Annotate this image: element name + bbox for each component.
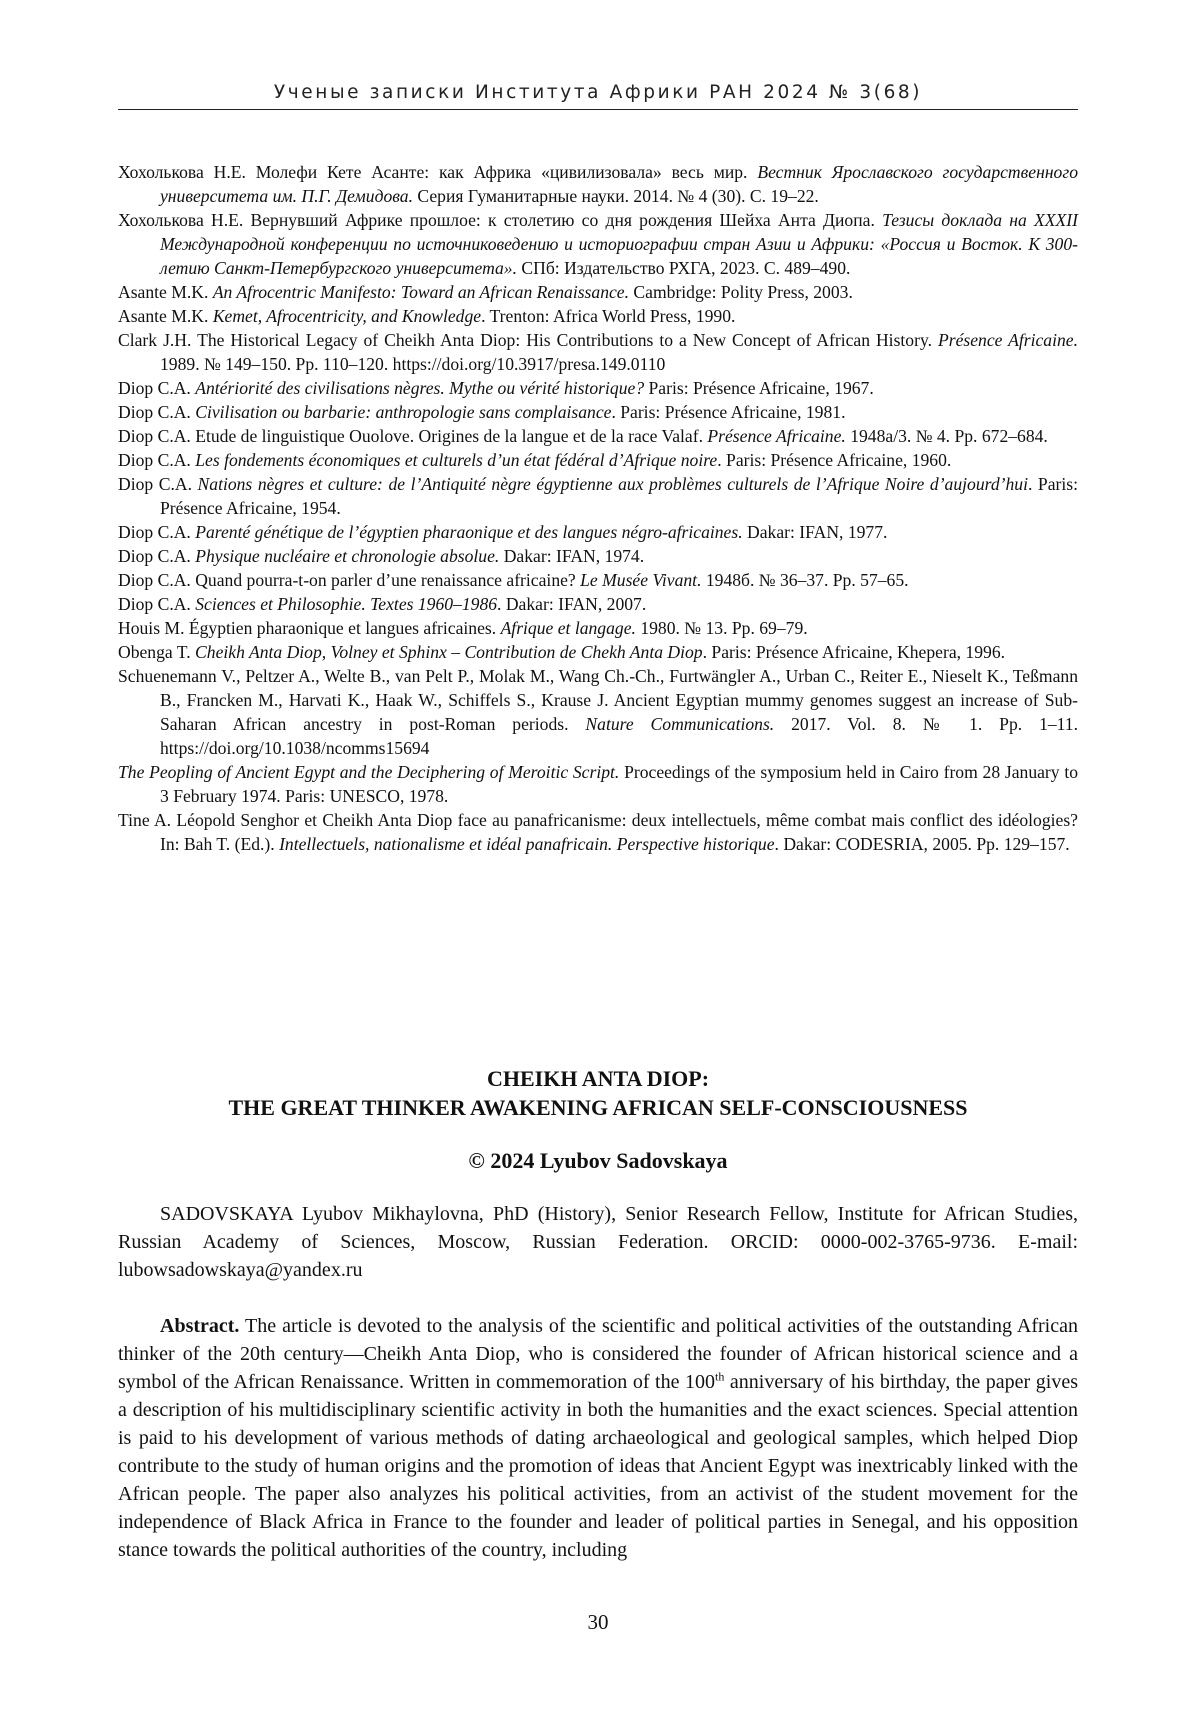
reference-segment: . Paris: Présence Africaine, Khepera, 1996. (702, 642, 1006, 662)
reference-italic-segment: Parenté génétique de l’égyptien pharaonique et des langues négro-africaines. (195, 522, 743, 542)
reference-italic-segment: Physique nucléaire et chronologie absolue. (195, 546, 500, 566)
reference-segment: Proceedings of the symposium held in Cairo from 28 January to 3 February 1974. Paris: UNESCO, 1978. (160, 762, 1079, 806)
reference-italic-segment: Sciences et Philosophie. Textes 1960–1986 (195, 594, 498, 614)
reference-item (118, 760, 1078, 808)
reference-segment: Asante M.K. (118, 282, 213, 302)
page-number: 30 (587, 1610, 609, 1634)
reference-segment: 2017. Vol. 8. № 1. Pp. 1–11. https://doi.org/10.1038/ncomms15694 (160, 714, 1079, 758)
reference-segment: . Dakar: IFAN, 2007. (497, 594, 647, 614)
author-info: SADOVSKAYA Lyubov Mikhaylovna, PhD (History), Senior Research Fellow, Institute for African Studies, Russian Academy of Sciences, Moscow, Russian Federation. ORCID: 0000-002-3765-9736. E-mail: lubowsadowskaya@yandex.ru (118, 1203, 1078, 1281)
reference-segment: Obenga T. (118, 642, 196, 662)
reference-segment: 1980. № 13. Pp. 69–79. (635, 618, 808, 638)
reference-item (118, 160, 1078, 208)
reference-item (118, 520, 1078, 544)
reference-item (118, 400, 1078, 424)
reference-segment: Houis M. Égyptien pharaonique et langues africaines. (118, 618, 501, 638)
reference-segment: Cambridge: Polity Press, 2003. (629, 282, 853, 302)
abstract-ordinal-suffix: th (715, 1369, 725, 1384)
reference-item (118, 616, 1078, 640)
reference-italic-segment: Cheikh Anta Diop, Volney et Sphinx – Contribution de Chekh Anta Diop (195, 642, 703, 662)
article-title-line-2: THE GREAT THINKER AWAKENING AFRICAN SELF-CONSCIOUSNESS (228, 1095, 968, 1120)
reference-italic-segment: An Afrocentric Manifesto: Toward an African Renaissance. (212, 282, 630, 302)
reference-segment: . Trenton: Africa World Press, 1990. (481, 306, 736, 326)
reference-segment: Paris: Présence Africaine, 1967. (644, 378, 874, 398)
reference-segment: Хохолькова Н.Е. Молефи Кете Асанте: как Африка «цивилизовала» весь мир. (118, 162, 758, 182)
reference-segment: 1948б. № 36–37. Pp. 57–65. (701, 570, 909, 590)
abstract-text-2: anniversary of his birthday, the paper gives a description of his multidisciplinary scientific activity in both the humanities and the exact sciences. Special attention is paid to his development of various methods of dating archaeological and geological samples, which helped Diop contribute to the study of human origins and the promotion of ideas that Ancient Egypt was inextricably linked with the African people. The paper also analyzes his political activities, from an activist of the student movement for the independence of Black Africa in France to the founder and leader of political parties in Senegal, and his opposition stance towards the political authorities of the country, including (118, 1371, 1078, 1561)
reference-italic-segment: Antériorité des civilisations nègres. Mythe ou vérité historique? (195, 378, 645, 398)
reference-segment: 1948a/3. № 4. Pp. 672–684. (845, 426, 1048, 446)
reference-segment: Asante M.K. (118, 306, 213, 326)
reference-item (118, 376, 1078, 400)
reference-segment: Серия Гуманитарные науки. 2014. № 4 (30). С. 19–22. (413, 186, 819, 206)
reference-segment: Diop C.A. (118, 546, 196, 566)
reference-item (118, 664, 1078, 760)
reference-italic-segment: Nations nègres et culture: de l’Antiquité nègre égyptienne aux problèmes culturels de l’Afrique Noire d’aujourd’hui (197, 474, 1028, 494)
reference-italic-segment: The Peopling of Ancient Egypt and the Deciphering of Meroitic Script. (118, 762, 620, 782)
reference-item (118, 592, 1078, 616)
reference-segment: СПб: Издательство РХГА, 2023. С. 489–490. (517, 258, 851, 278)
reference-segment: Diop C.A. (118, 474, 198, 494)
reference-italic-segment: Intellectuels, nationalisme et idéal panafricain. Perspective historique (279, 834, 775, 854)
reference-item (118, 544, 1078, 568)
reference-segment: . Paris: Présence Africaine, 1960. (717, 450, 952, 470)
reference-italic-segment: Les fondements économiques et culturels d’un état fédéral d’Afrique noire (195, 450, 718, 470)
reference-segment: 1989. № 149–150. Pp. 110–120. https://doi.org/10.3917/presa.149.0110 (160, 354, 666, 374)
reference-segment: Tine A. Léopold Senghor et Cheikh Anta Diop face au panafricanisme: deux intellectuels, même combat mais conflict des idéologies? In: Bah T. (Ed.). (118, 810, 1078, 854)
reference-segment: . Paris: Présence Africaine, 1981. (611, 402, 846, 422)
reference-segment: Diop C.A. Etude de linguistique Ouolove. Origines de la langue et de la race Valaf. (118, 426, 708, 446)
abstract-text-1: The article is devoted to the analysis of the scientific and political activities of the outstanding African thinker of the 20th century—Cheikh Anta Diop, who is considered the founder of African historical science and a symbol of the African Renaissance. Written in commemoration of the 100 (118, 1315, 1078, 1393)
reference-italic-segment: Civilisation ou barbarie: anthropologie sans complaisance (195, 402, 612, 422)
reference-segment: Schuenemann V., Peltzer A., Welte B., van Pelt P., Molak M., Wang Ch.-Ch., Furtwängler A., Urban C., Reiter E., Nieselt K., Teßmann B., Francken M., Harvati K., Haak W., Schiffels S., Krause J. Ancient Egyptian mummy genomes suggest an increase of Sub-Saharan African ancestry in post-Roman periods. (118, 666, 1078, 734)
reference-segment: Dakar: IFAN, 1974. (499, 546, 645, 566)
abstract (118, 1312, 1078, 1564)
reference-segment: . Paris: Présence Africaine, 1954. (160, 474, 1078, 518)
reference-segment: Diop C.A. (118, 594, 196, 614)
reference-item (118, 208, 1078, 280)
reference-item (118, 328, 1078, 376)
reference-item (118, 448, 1078, 472)
reference-segment: Хохолькова Н.Е. Вернувший Африке прошлое: к столетию со дня рождения Шейха Анта Диопа. (118, 210, 883, 230)
reference-item (118, 568, 1078, 592)
reference-segment: Clark J.H. The Historical Legacy of Cheikh Anta Diop: His Contributions to a New Concept of African History. (118, 330, 938, 350)
reference-item (118, 424, 1078, 448)
reference-segment: . Dakar: CODESRIA, 2005. Pp. 129–157. (774, 834, 1070, 854)
reference-item (118, 280, 1078, 304)
reference-italic-segment: Nature Communications. (585, 714, 775, 734)
reference-italic-segment: Présence Africaine. (707, 426, 846, 446)
article-title (118, 1064, 1078, 1122)
reference-item (118, 808, 1078, 856)
reference-italic-segment: Kemet, Afrocentricity, and Knowledge (212, 306, 482, 326)
header-rule (118, 109, 1078, 110)
reference-italic-segment: Тезисы доклада на XXXII Международной конференции по источниковедению и историографии стран Азии и Африки: «Россия и Восток. К 300-летию Санкт-Петербургского университета». (160, 210, 1078, 278)
reference-segment: Diop C.A. (118, 402, 196, 422)
reference-list (118, 160, 1078, 856)
reference-italic-segment: Вестник Ярославского государственного университета им. П.Г. Демидова. (160, 162, 1078, 206)
reference-item (118, 640, 1078, 664)
reference-italic-segment: Afrique et langage. (500, 618, 636, 638)
reference-italic-segment: Le Musée Vivant. (580, 570, 702, 590)
reference-segment: Diop C.A. (118, 378, 196, 398)
reference-italic-segment: Présence Africaine. (938, 330, 1078, 350)
reference-item (118, 472, 1078, 520)
copyright-line: © 2024 Lyubov Sadovskaya (468, 1148, 728, 1173)
running-header: Ученые записки Института Африки РАН 2024 № 3(68) (273, 82, 923, 103)
article-title-line-1: CHEIKH ANTA DIOP: (486, 1066, 710, 1091)
reference-segment: Diop C.A. Quand pourra-t-on parler d’une renaissance africaine? (118, 570, 581, 590)
abstract-label: Abstract. (160, 1315, 240, 1337)
reference-segment: Dakar: IFAN, 1977. (742, 522, 888, 542)
reference-item (118, 304, 1078, 328)
reference-segment: Diop C.A. (118, 450, 196, 470)
reference-segment: Diop C.A. (118, 522, 196, 542)
